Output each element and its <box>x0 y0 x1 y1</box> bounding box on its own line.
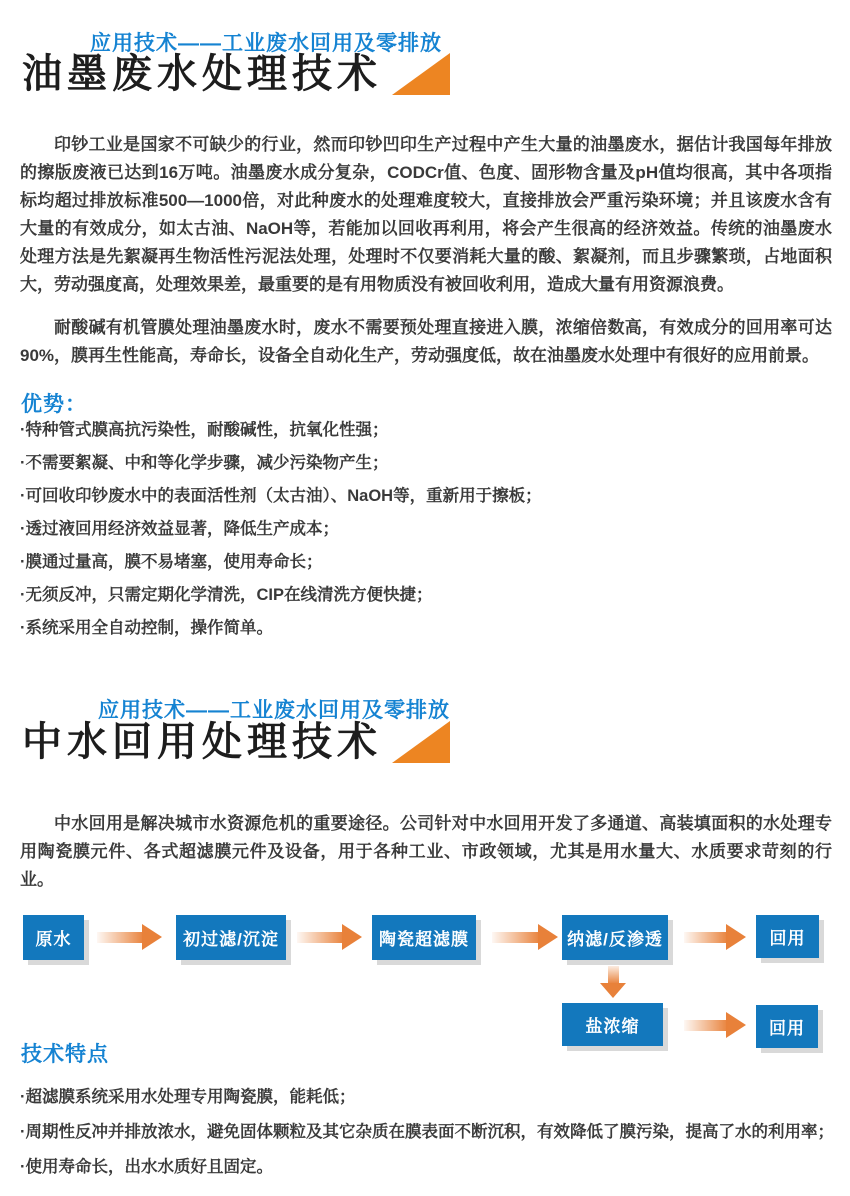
flow-step-salt-concentration: 盐浓缩 <box>562 1003 663 1046</box>
flow-step-reuse-branch: 回用 <box>756 1005 818 1048</box>
features-heading: 技术特点 <box>21 1043 109 1066</box>
ink-paragraph-1: 印钞工业是国家不可缺少的行业，然而印钞凹印生产过程中产生大量的油墨废水，据估计我国每年排放的擦版废液已达到16万吨。油墨废水成分复杂，CODCr值、色度、固形物含量及pH值均很高，其中各项指标均超过排放标准500—1000倍，对此种废水的处理难度较大，直接排放会严重污染环境；并且该废水含有大量的有效成分，如太古油、NaOH等，若能加以回收再利用，将会产生很高的经济效益。传统的油墨废水处理方法是先絮凝再生物活性污泥法处理，处理时不仅要消耗大量的酸、絮凝剂，而且步骤繁琐，占地面积大，劳动强度高，处理效果差，最重要的是有用物质没有被回收利用，造成大量有用资源浪费。 <box>20 135 832 294</box>
section-ink-title-row <box>22 53 450 95</box>
advantage-item: ·透过液回用经济效益显著，降低生产成本； <box>20 520 339 538</box>
flow-step-reuse: 回用 <box>756 915 819 958</box>
section-reclaimed-title-row <box>22 721 450 763</box>
flow-step-prefilter-sedimentation: 初过滤/沉淀 <box>176 915 286 960</box>
feature-item: ·周期性反冲并排放浓水，避免固体颗粒及其它杂质在膜表面不断沉积，有效降低了膜污染，提高了水的利用率； <box>20 1123 834 1141</box>
flow-step-ceramic-ultrafiltration: 陶瓷超滤膜 <box>372 915 476 960</box>
section-ink-title: 油墨废水处理技术 <box>22 52 382 96</box>
flow-arrow-right-icon <box>684 1012 746 1038</box>
features-list <box>20 1080 835 1185</box>
orange-triangle-icon <box>392 721 450 763</box>
advantage-item: ·系统采用全自动控制，操作简单。 <box>20 619 273 637</box>
advantages-heading: 优势： <box>21 393 87 416</box>
flow-arrow-right-icon <box>297 924 362 950</box>
advantage-item: ·可回收印钞废水中的表面活性剂（太古油）、NaOH等，重新用于擦板； <box>20 487 542 505</box>
section-reclaimed-title: 中水回用处理技术 <box>22 720 382 764</box>
flow-arrow-right-icon <box>684 924 746 950</box>
section-reclaimed-tagline: 应用技术——工业废水回用及零排放 <box>98 699 450 722</box>
feature-item: ·超滤膜系统采用水处理专用陶瓷膜，能耗低； <box>20 1088 356 1106</box>
advantage-item: ·特种管式膜高抗污染性，耐酸碱性，抗氧化性强； <box>20 421 389 439</box>
advantage-item: ·无须反冲，只需定期化学清洗，CIP在线清洗方便快捷； <box>20 586 433 604</box>
flow-step-nanofiltration-ro: 纳滤/反渗透 <box>562 915 668 960</box>
feature-item: ·使用寿命长，出水水质好且固定。 <box>20 1158 273 1176</box>
flow-arrow-right-icon <box>492 924 558 950</box>
advantage-item: ·膜通过量高，膜不易堵塞，使用寿命长； <box>20 553 323 571</box>
reclaimed-paragraph: 中水回用是解决城市水资源危机的重要途径。公司针对中水回用开发了多通道、高装填面积的水处理专用陶瓷膜元件、各式超滤膜元件及设备，用于各种工业、市政领域，尤其是用水量大、水质要求苛刻的行业。 <box>20 814 832 889</box>
advantages-list <box>20 414 835 645</box>
orange-triangle-icon <box>392 53 450 95</box>
process-flow-diagram <box>0 905 850 1065</box>
section-ink-tagline: 应用技术——工业废水回用及零排放 <box>90 32 442 55</box>
flow-arrow-down-icon <box>600 966 626 998</box>
flow-step-raw-water: 原水 <box>23 915 84 960</box>
flow-arrow-right-icon <box>97 924 162 950</box>
ink-paragraph-2: 耐酸碱有机管膜处理油墨废水时，废水不需要预处理直接进入膜，浓缩倍数高，有效成分的回用率可达90%，膜再生性能高，寿命长，设备全自动化生产，劳动强度低，故在油墨废水处理中有很好的应用前景。 <box>20 318 832 365</box>
advantage-item: ·不需要絮凝、中和等化学步骤，减少污染物产生； <box>20 454 389 472</box>
